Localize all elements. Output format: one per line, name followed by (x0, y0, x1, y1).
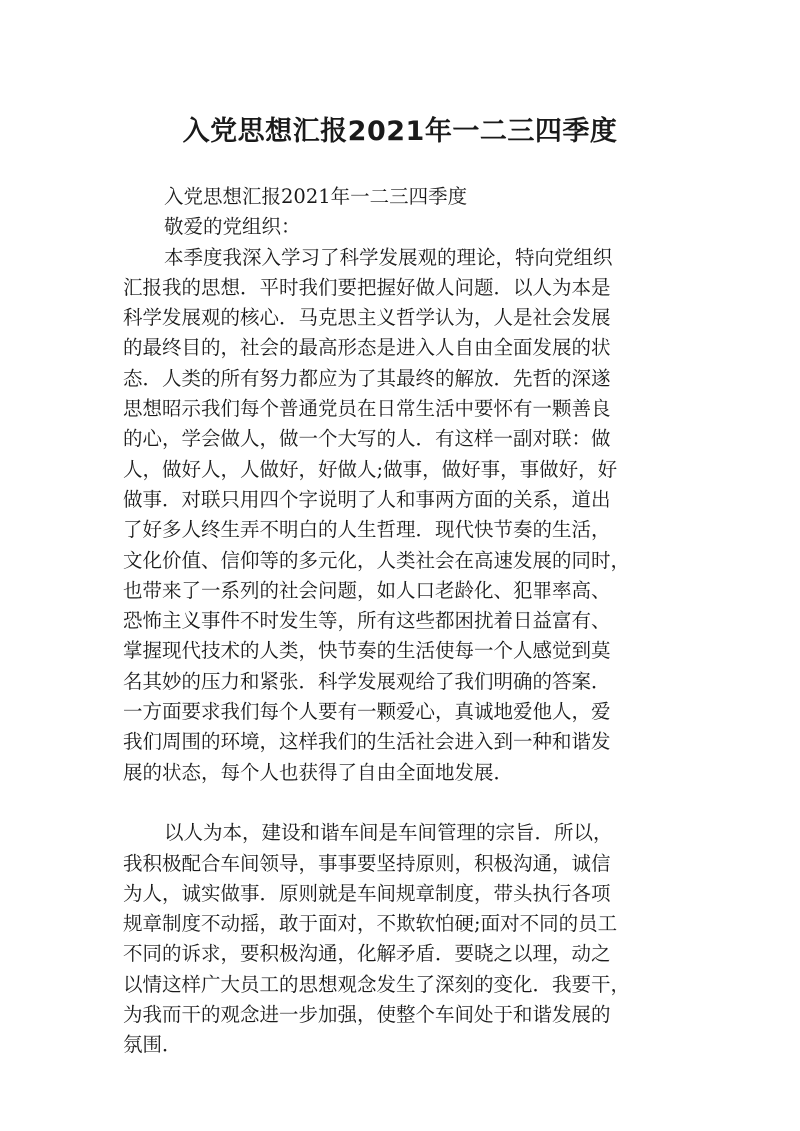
paragraph-line: 人，做好人，人做好，好做人;做事，做好事，事做好，好 (123, 457, 618, 481)
paragraph-line: 氛围． (123, 1033, 182, 1057)
paragraph-line: 名其妙的压力和紧张．科学发展观给了我们明确的答案． (123, 669, 611, 693)
paragraph-line: 为我而干的观念进一步加强，使整个车间处于和谐发展的 (123, 1003, 611, 1027)
document-body (123, 182, 663, 1061)
paragraph-line: 也带来了一系列的社会问题，如人口老龄化、犯罪率高、 (123, 578, 611, 602)
paragraph-1 (123, 243, 663, 788)
paragraph-line: 为人，诚实做事．原则就是车间规章制度，带头执行各项 (123, 881, 611, 905)
paragraph-line: 文化价值、信仰等的多元化，人类社会在高速发展的同时， (123, 548, 631, 572)
paragraph-line: 展的状态，每个人也获得了自由全面地发展． (123, 760, 514, 784)
paragraph-spacer (123, 788, 663, 818)
document-title: 入党思想汇报2021年一二三四季度 (182, 116, 618, 147)
paragraph-line: 恐怖主义事件不时发生等，所有这些都困扰着日益富有、 (123, 609, 611, 633)
paragraph-line: 本季度我深入学习了科学发展观的理论，特向党组织 (164, 245, 613, 269)
paragraph-2 (123, 818, 663, 1060)
paragraph-line: 态．人类的所有努力都应为了其最终的解放．先哲的深遂 (123, 366, 611, 390)
paragraph-line: 的心，学会做人，做一个大写的人．有这样一副对联：做 (123, 427, 611, 451)
paragraph-line: 规章制度不动摇，敢于面对，不欺软怕硬;面对不同的员工 (123, 912, 618, 936)
paragraph-line: 一方面要求我们每个人要有一颗爱心，真诚地爱他人，爱 (123, 700, 611, 724)
paragraph-line: 的最终目的，社会的最高形态是进入人自由全面发展的状 (123, 336, 611, 360)
paragraph-line: 我积极配合车间领导，事事要坚持原则，积极沟通，诚信 (123, 851, 611, 875)
paragraph-line: 做事．对联只用四个字说明了人和事两方面的关系，道出 (123, 487, 611, 511)
paragraph-line: 以人为本，建设和谐车间是车间管理的宗旨．所以， (164, 821, 613, 845)
paragraph-line: 不同的诉求，要积极沟通，化解矛盾．要晓之以理，动之 (123, 942, 611, 966)
paragraph-line: 掌握现代技术的人类，快节奏的生活使每一个人感觉到莫 (123, 639, 611, 663)
paragraph-line: 我们周围的环境，这样我们的生活社会进入到一种和谐发 (123, 730, 611, 754)
header-line: 入党思想汇报2021年一二三四季度 (164, 185, 468, 208)
salutation: 敬爱的党组织： (164, 215, 301, 239)
paragraph-line: 汇报我的思想．平时我们要把握好做人问题．以人为本是 (123, 275, 611, 299)
paragraph-line: 以情这样广大员工的思想观念发生了深刻的变化．我要干， (123, 972, 631, 996)
paragraph-line: 了好多人终生弄不明白的人生哲理．现代快节奏的生活， (123, 518, 611, 542)
paragraph-line: 科学发展观的核心．马克思主义哲学认为，人是社会发展 (123, 306, 611, 330)
paragraph-line: 思想昭示我们每个普通党员在日常生活中要怀有一颗善良 (123, 397, 611, 421)
